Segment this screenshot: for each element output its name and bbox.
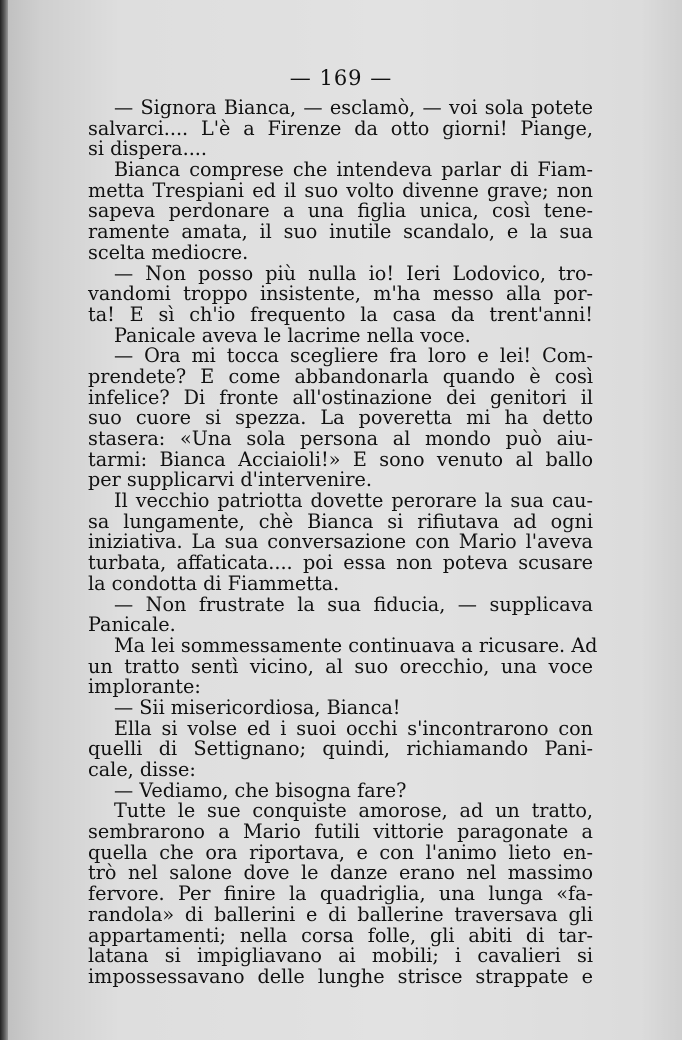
text-line: — Signora Bianca, — esclamò, — voi sola potete xyxy=(114,96,593,119)
text-line: quelli di Settignano; quindi, richiamando Pani- xyxy=(88,737,593,761)
text-line: — Ora mi tocca scegliere fra loro e lei! Com- xyxy=(114,344,593,368)
text-line: Panicale aveva le lacrime nella voce. xyxy=(114,323,471,347)
text-line: sapeva perdonare a una figlia unica, così tene- xyxy=(88,199,593,223)
text-line: — Sii misericordiosa, Bianca! xyxy=(114,695,401,719)
text-line: sembrarono a Mario futili vittorie paragonate a xyxy=(88,820,593,844)
page-number: — 169 — xyxy=(289,66,393,90)
text-line: vandomi troppo insistente, m'ha messo alla por- xyxy=(88,282,593,306)
text-line: ramente amata, il suo inutile scandalo, e la sua xyxy=(88,220,593,244)
text-line: — Non frustrate la sua fiducia, — supplicava xyxy=(114,592,593,616)
text-line: impossessavano delle lunghe strisce strappate e xyxy=(88,964,593,988)
text-line: metta Trespiani ed il suo volto divenne grave; non xyxy=(88,178,593,202)
text-line: implorante: xyxy=(88,675,201,699)
text-line: tarmi: Bianca Acciaioli!» E sono venuto al ballo xyxy=(88,447,593,471)
text-line: sa lungamente, chè Bianca si rifiutava ad ogni xyxy=(88,509,593,533)
text-line: la condotta di Fiammetta. xyxy=(88,571,340,595)
text-line: Tutte le sue conquiste amorose, ad un tratto, xyxy=(114,799,593,823)
book-spine-shadow xyxy=(0,0,8,1040)
text-line: si dispera.... xyxy=(88,137,207,161)
text-line: Bianca comprese che intendeva parlar di Fiam- xyxy=(114,158,593,182)
text-line: Il vecchio patriotta dovette perorare la sua cau- xyxy=(114,489,593,513)
text-line: scelta mediocre. xyxy=(88,240,249,264)
body-text xyxy=(88,96,598,988)
text-line: iniziativa. La sua conversazione con Mario l'aveva xyxy=(88,530,593,554)
text-line: per supplicarvi d'intervenire. xyxy=(88,468,372,492)
text-line: salvarci.... L'è a Firenze da otto giorni! Piange, xyxy=(88,116,593,140)
text-line: fervore. Per finire la quadriglia, una lunga «fa- xyxy=(88,882,593,906)
text-line: appartamenti; nella corsa folle, gli abiti di tar- xyxy=(88,923,593,947)
text-line: ta! E sì ch'io frequento la casa da trent'anni! xyxy=(88,302,593,326)
text-line: infelice? Di fronte all'ostinazione dei genitori il xyxy=(88,385,593,409)
text-line: trò nel salone dove le danze erano nel massimo xyxy=(88,861,593,885)
text-line: stasera: «Una sola persona al mondo può aiu- xyxy=(88,427,593,450)
text-line: Panicale. xyxy=(88,613,176,637)
text-line: Ma lei sommessamente continuava a ricusare. Ad xyxy=(114,633,598,657)
text-line: quella che ora riportava, e con l'animo lieto en- xyxy=(88,840,593,864)
text-line: cale, disse: xyxy=(88,758,196,781)
text-line: un tratto sentì vicino, al suo orecchio, una voce xyxy=(88,654,593,678)
text-line: turbata, affaticata.... poi essa non poteva scusare xyxy=(88,551,593,575)
text-line: prendete? E come abbandonarla quando è così xyxy=(88,364,593,388)
text-line: latana si impigliavano ai mobili; i cavalieri si xyxy=(88,944,593,968)
text-line: randola» di ballerini e di ballerine traversava gli xyxy=(88,902,593,926)
text-line: — Vediamo, che bisogna fare? xyxy=(114,778,407,802)
text-line: — Non posso più nulla io! Ieri Lodovico, tro- xyxy=(114,261,593,285)
text-line: Ella si volse ed i suoi occhi s'incontrarono con xyxy=(114,716,593,740)
text-line: suo cuore si spezza. La poveretta mi ha detto xyxy=(88,406,593,430)
